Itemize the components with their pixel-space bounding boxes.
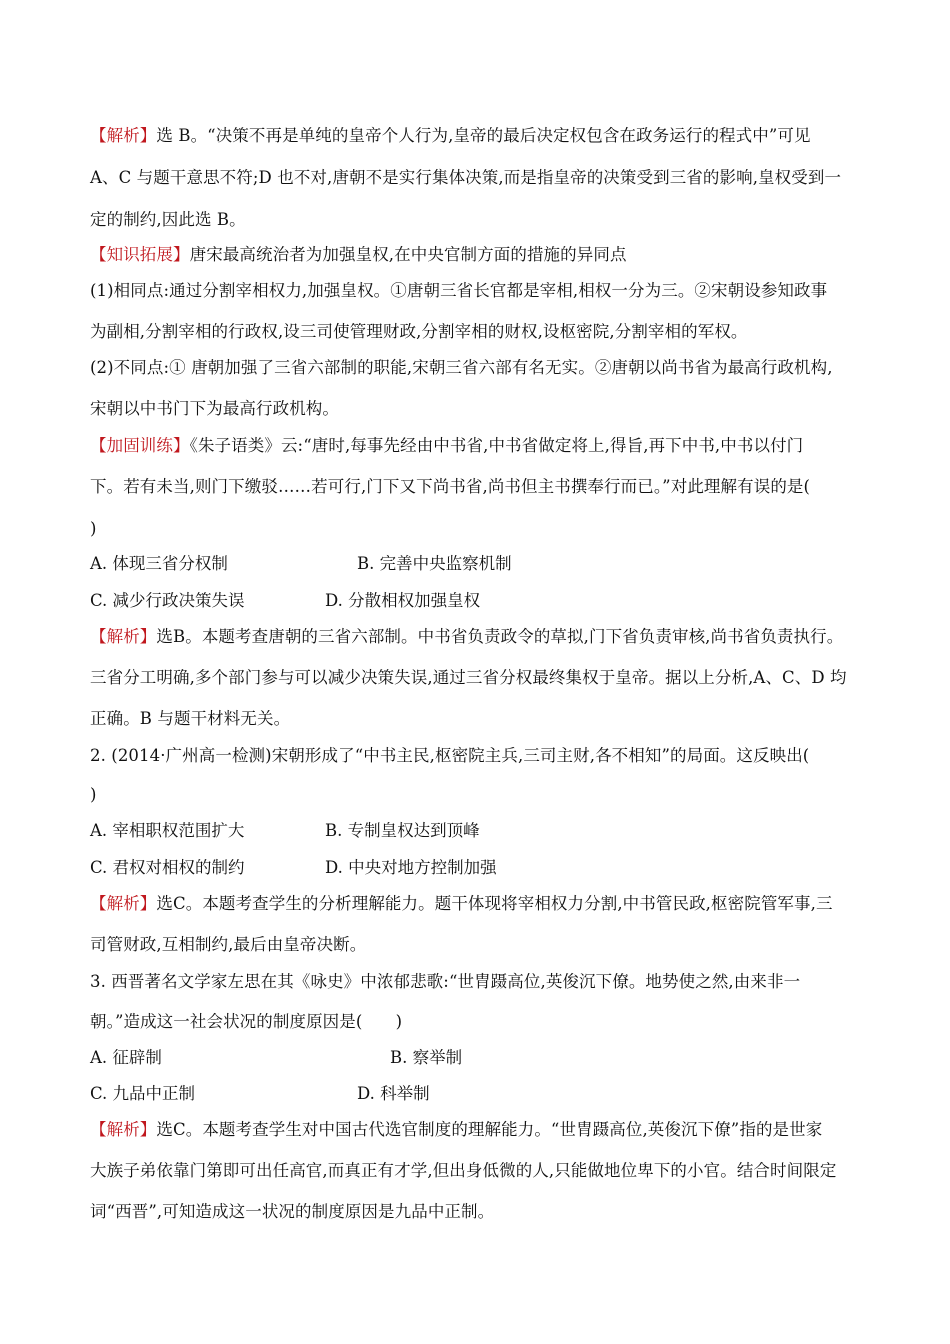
question-3-option-b: B. 察举制 xyxy=(390,1048,463,1067)
analysis-4-line-1 xyxy=(90,1119,865,1141)
question-2-line-1: 2. (2014·广州高一检测)宋朝形成了“中书主民,枢密院主兵,三司主财,各不相知”的局面。这反映出( xyxy=(90,746,810,765)
reinforcement-option-d: D. 分散相权加强皇权 xyxy=(325,591,481,610)
question-2-option-d: D. 中央对地方控制加强 xyxy=(325,858,497,877)
analysis-1-line-1 xyxy=(90,125,865,147)
reinforcement-option-a: A. 体现三省分权制 xyxy=(90,554,228,573)
analysis-4-line-2: 大族子弟依靠门第即可出任高官,而真正有才学,但出身低微的人,只能做地位卑下的小官。结合时间限定 xyxy=(90,1161,837,1180)
analysis-2-line-1 xyxy=(90,626,865,648)
analysis-text: 选C。本题考查学生对中国古代选官制度的理解能力。“世胄蹑高位,英俊沉下僚”指的是世家 xyxy=(156,1120,823,1139)
knowledge-extension-line-1 xyxy=(90,244,865,266)
analysis-text: 选B。本题考查唐朝的三省六部制。中书省负责政令的草拟,门下省负责审核,尚书省负责执行。 xyxy=(156,627,844,646)
question-2-option-b: B. 专制皇权达到顶峰 xyxy=(325,821,480,840)
question-3-option-d: D. 科举制 xyxy=(357,1084,430,1103)
reinforcement-line-1 xyxy=(90,435,865,457)
reinforcement-option-c: C. 减少行政决策失误 xyxy=(90,591,245,610)
question-2-line-2: ) xyxy=(90,785,97,804)
analysis-3-line-2: 司管财政,互相制约,最后由皇帝决断。 xyxy=(90,935,367,954)
reinforcement-option-b: B. 完善中央监察机制 xyxy=(357,554,512,573)
analysis-tag: 【解析】 xyxy=(90,894,157,913)
question-3-line-1: 3. 西晋著名文学家左思在其《咏史》中浓郁悲歌:“世胄蹑高位,英俊沉下僚。地势使之然,由来非一 xyxy=(90,972,801,991)
analysis-1-line-3: 定的制约,因此选 B。 xyxy=(90,210,246,229)
analysis-3-line-1 xyxy=(90,893,865,915)
question-3-line-2: 朝。”造成这一社会状况的制度原因是( ) xyxy=(90,1012,403,1031)
analysis-text: 选C。本题考查学生的分析理解能力。题干体现将宰相权力分割,中书管民政,枢密院管军事,三 xyxy=(156,894,833,913)
analysis-text: 选 B。“决策不再是单纯的皇帝个人行为,皇帝的最后决定权包含在政务运行的程式中”可见 xyxy=(156,126,811,145)
knowledge-extension-line-5: 宋朝以中书门下为最高行政机构。 xyxy=(90,399,339,418)
knowledge-extension-line-2: (1)相同点:通过分割宰相权力,加强皇权。①唐朝三省长官都是宰相,相权一分为三。②宋朝设参知政事 xyxy=(90,281,828,300)
knowledge-extension-line-3: 为副相,分割宰相的行政权,设三司使管理财政,分割宰相的财权,设枢密院,分割宰相的军权。 xyxy=(90,322,748,341)
reinforcement-text: 《朱子语类》云:“唐时,每事先经由中书省,中书省做定将上,得旨,再下中书,中书以付门 xyxy=(189,436,804,455)
question-2-option-a: A. 宰相职权范围扩大 xyxy=(90,821,245,840)
analysis-1-line-2: A、C 与题干意思不符;D 也不对,唐朝不是实行集体决策,而是指皇帝的决策受到三省的影响,皇权受到一 xyxy=(90,168,842,187)
reinforcement-line-2: 下。若有未当,则门下缴驳……若可行,门下又下尚书省,尚书但主书撰奉行而已。”对此理解有误的是( xyxy=(90,477,811,496)
reinforcement-line-3: ) xyxy=(90,519,97,538)
reinforcement-tag: 【加固训练】 xyxy=(90,436,190,455)
analysis-tag: 【解析】 xyxy=(90,627,157,646)
knowledge-extension-text: 唐宋最高统治者为加强皇权,在中央官制方面的措施的异同点 xyxy=(189,245,627,264)
analysis-2-line-2: 三省分工明确,多个部门参与可以减少决策失误,通过三省分权最终集权于皇帝。据以上分析,A、C、D 均 xyxy=(90,668,847,687)
knowledge-extension-tag: 【知识拓展】 xyxy=(90,245,190,264)
question-3-option-a: A. 征辟制 xyxy=(90,1048,162,1067)
analysis-2-line-3: 正确。B 与题干材料无关。 xyxy=(90,709,291,728)
analysis-tag: 【解析】 xyxy=(90,126,157,145)
knowledge-extension-line-4: (2)不同点:① 唐朝加强了三省六部制的职能,宋朝三省六部有名无实。②唐朝以尚书省为最高行政机构, xyxy=(90,358,833,377)
question-3-option-c: C. 九品中正制 xyxy=(90,1084,196,1103)
analysis-tag: 【解析】 xyxy=(90,1120,157,1139)
question-2-option-c: C. 君权对相权的制约 xyxy=(90,858,245,877)
analysis-4-line-3: 词“西晋”,可知造成这一状况的制度原因是九品中正制。 xyxy=(90,1202,495,1221)
